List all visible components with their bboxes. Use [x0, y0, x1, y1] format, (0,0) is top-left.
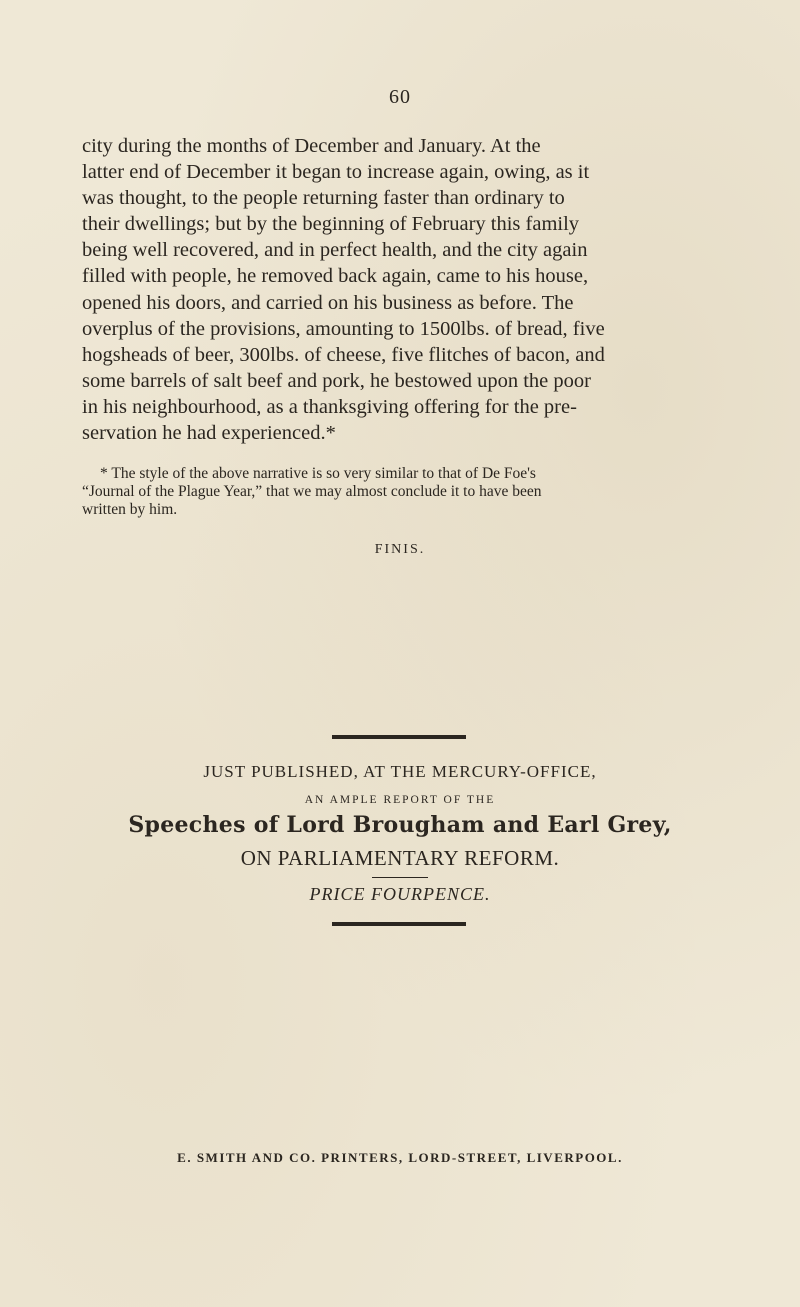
text-line: latter end of December it began to increase again, owing, as it	[82, 161, 590, 184]
text-line: city during the months of December and January. At the	[82, 135, 541, 157]
text-line: in his neighbourhood, as a thanksgiving offering for the pre-	[82, 395, 577, 418]
footnote-line: “Journal of the Plague Year,” that we may almost conclude it to have been	[82, 483, 542, 500]
footnote	[82, 465, 732, 519]
text-line: opened his doors, and carried on his business as before. The	[82, 291, 574, 314]
announcement-subheading: AN AMPLE REPORT OF THE	[304, 794, 496, 806]
price-line: PRICE FOURPENCE.	[309, 884, 491, 904]
printer-imprint: E. SMITH AND CO. PRINTERS, LORD-STREET, LIVERPOOL.	[177, 1150, 623, 1165]
text-line: their dwellings; but by the beginning of February this family	[82, 213, 580, 236]
announcement-subject: ON PARLIAMENTARY REFORM.	[240, 846, 560, 870]
page-number: 60	[389, 86, 411, 108]
announcement-title: Speeches of Lord Brougham and Earl Grey,	[128, 812, 672, 838]
text-line: filled with people, he removed back again, came to his house,	[82, 265, 589, 288]
announcement-heading: JUST PUBLISHED, AT THE MERCURY-OFFICE,	[203, 762, 597, 781]
short-rule	[372, 877, 428, 878]
text-line: some barrels of salt beef and pork, he bestowed upon the poor	[82, 369, 591, 392]
footnote-line: written by him.	[82, 501, 178, 518]
divider-rule-top	[332, 735, 466, 739]
text-line: was thought, to the people returning faster than ordinary to	[82, 187, 565, 210]
text-line: overplus of the provisions, amounting to 1500lbs. of bread, five	[82, 317, 605, 340]
finis-heading: FINIS.	[374, 542, 426, 557]
divider-rule-bottom	[332, 922, 466, 926]
text-line: hogsheads of beer, 300lbs. of cheese, five flitches of bacon, and	[82, 343, 605, 366]
narrative-paragraph	[82, 133, 732, 446]
footnote-line: * The style of the above narrative is so very similar to that of De Foe's	[100, 465, 536, 482]
text-line: being well recovered, and in perfect health, and the city again	[82, 239, 588, 262]
text-line: servation he had experienced.*	[82, 422, 336, 445]
